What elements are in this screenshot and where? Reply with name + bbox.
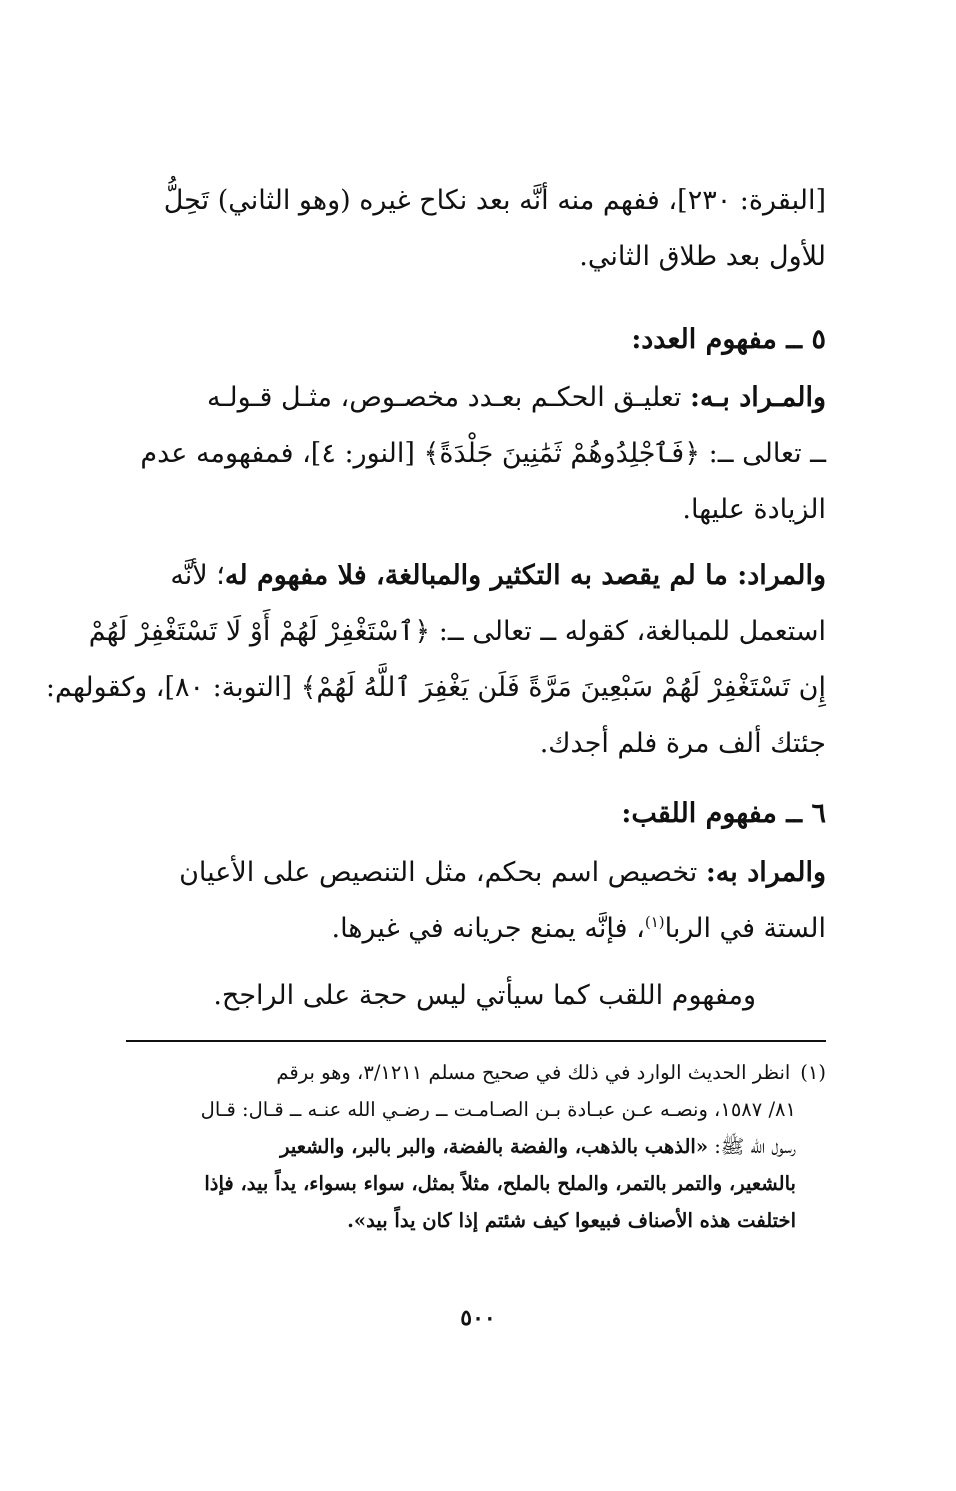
text-line [126, 901, 826, 957]
section-5-paragraph-1 [126, 370, 826, 538]
footnote-line: ٨١/ ١٥٨٧، ونصـه عـن عبـادة بـن الصـامـت ــ رضـي الله عنـه ــ قـال: قـال [200, 1098, 796, 1121]
footnote-marker: (١) [800, 1061, 826, 1084]
section-heading: ٦ ــ مفهوم اللقب: [621, 798, 826, 829]
section-5-paragraph-2 [45, 548, 826, 772]
section-5-heading [126, 312, 826, 368]
text-span: رسول الله ﷺ: [708, 1135, 796, 1158]
paragraph-continuation [126, 173, 826, 285]
text-span: ؛ لأنَّه [170, 560, 225, 591]
text-span: الستة في الربا [664, 913, 826, 944]
section-6-paragraph-1 [126, 845, 826, 957]
text-line [126, 845, 826, 901]
footnote-line [126, 1054, 826, 1091]
footnote-line [126, 1128, 796, 1165]
footnote-line: اختلفت هذه الأصناف فبيعوا كيف شئتم إذا كان يداً بيد». [347, 1209, 796, 1232]
hadith-text: «الذهب بالذهب، والفضة بالفضة، والبر بالبر، والشعير [280, 1135, 709, 1158]
text-line: للأول بعد طلاق الثاني. [579, 241, 826, 272]
lead-term: والمراد: ما لم يقصد به التكثير والمبالغة، فلا مفهوم له [224, 560, 826, 591]
text-line: ــ تعالى ــ: ﴿فَٱجْلِدُوهُمْ ثَمَٰنِينَ جَلْدَةً﴾ [النور: ٤]، فمفهومه عدم [140, 438, 826, 469]
text-line: الزيادة عليها. [682, 494, 826, 525]
lead-term: والمـراد بـه: [690, 382, 826, 413]
text-line: استعمل للمبالغة، كقوله ــ تعالى ــ: ﴿ٱسْتَغْفِرْ لَهُمْ أَوْ لَا تَسْتَغْفِرْ لَهُمْ [88, 616, 826, 647]
text-line: ومفهوم اللقب كما سيأتي ليس حجة على الراجح. [213, 980, 756, 1011]
footnote-separator [126, 1040, 826, 1042]
footnote-line: بالشعير، والتمر بالتمر، والملح بالملح، مثلاً بمثل، سواء بسواء، يداً بيد، فإذا [204, 1172, 796, 1195]
text-line [126, 370, 826, 426]
footnote [126, 1054, 826, 1239]
text-span: انظر الحديث الوارد في ذلك في صحيح مسلم ٣/١٢١١، وهو برقم [276, 1061, 791, 1084]
page-number: ٥٠٠ [460, 1305, 496, 1331]
text-span: تعليـق الحكـم بعـدد مخصـوص، مثـل قـولـه [207, 382, 691, 413]
lead-term: والمراد به: [705, 857, 826, 888]
text-line: [البقرة: ٢٣٠]، ففهم منه أنَّه بعد نكاح غيره (وهو الثاني) تَحِلُّ [163, 185, 826, 216]
section-6-heading [126, 786, 826, 842]
text-span: تخصيص اسم بحكم، مثل التنصيص على الأعيان [179, 857, 706, 888]
text-line: إِن تَسْتَغْفِرْ لَهُمْ سَبْعِينَ مَرَّةً فَلَن يَغْفِرَ ٱللَّهُ لَهُمْ﴾ [التوبة: ٨٠]، وكقولهم: [45, 672, 826, 703]
text-line: جئتك ألف مرة فلم أجدك. [539, 728, 826, 759]
section-heading: ٥ ــ مفهوم العدد: [631, 324, 826, 355]
text-span: ، فإنَّه يمنع جريانه في غيرها. [331, 913, 645, 944]
text-line [126, 548, 826, 604]
footnote-reference: (١) [644, 913, 665, 931]
section-6-paragraph-2 [126, 968, 756, 1024]
